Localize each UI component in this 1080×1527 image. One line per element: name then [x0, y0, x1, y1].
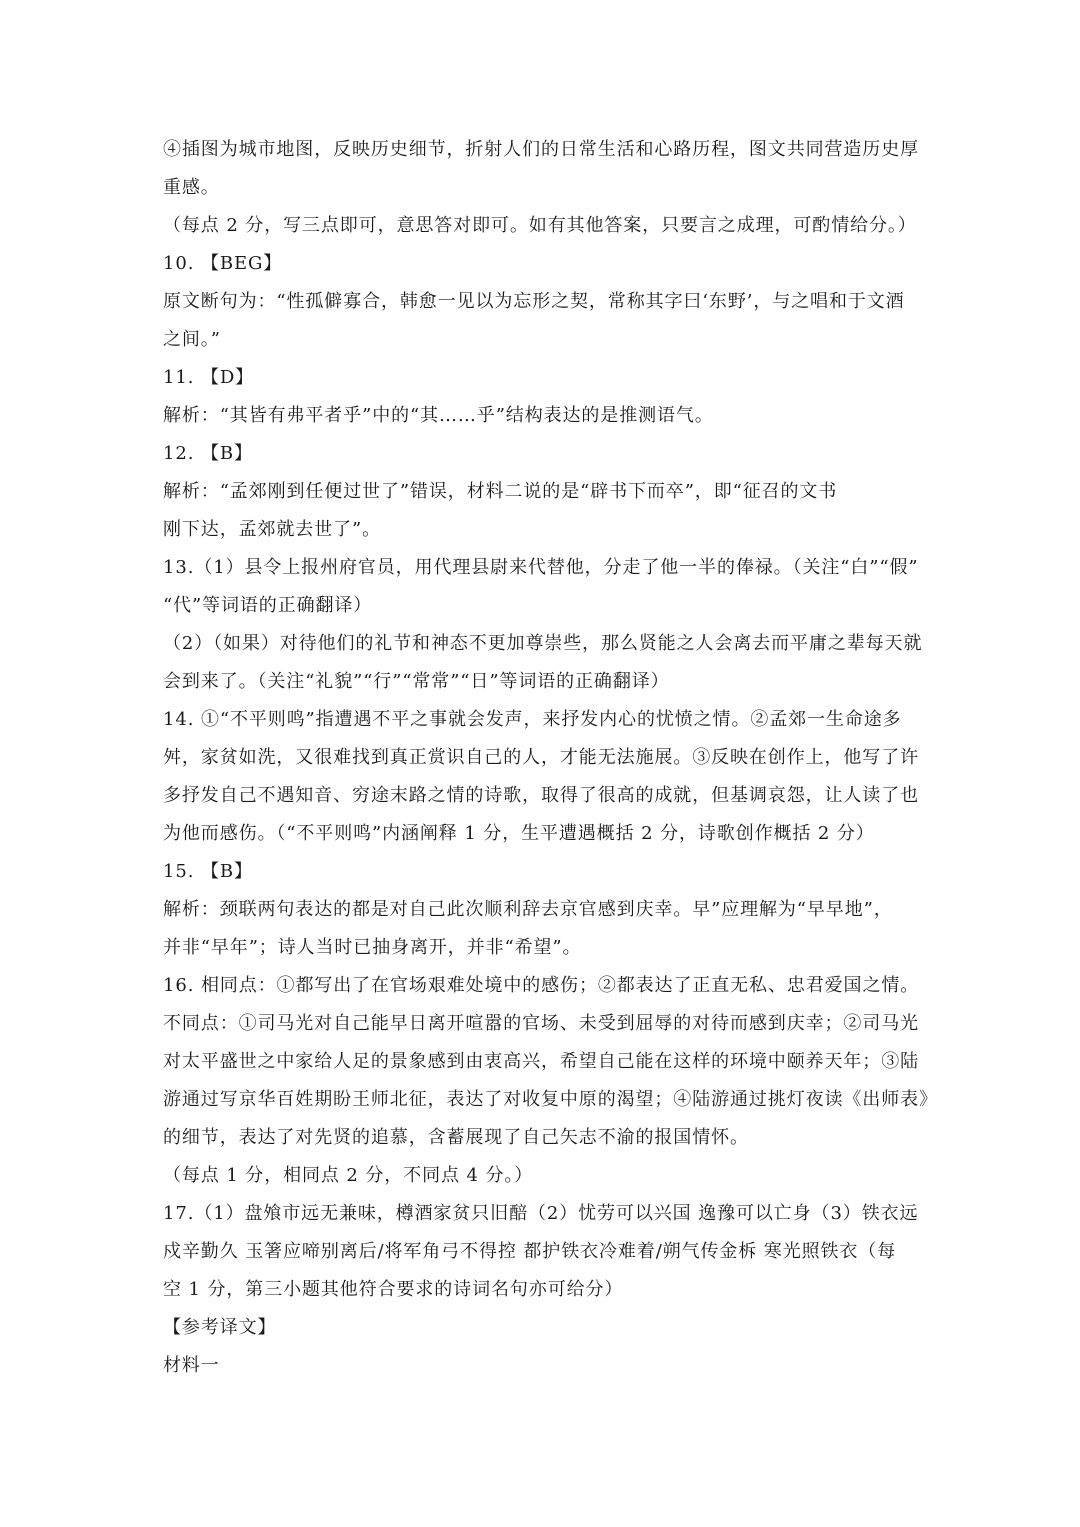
text-line: 17.（1）盘飧市远无兼味，樽酒家贫只旧醅（2）忧劳可以兴国 逸豫可以亡身（3）铁衣远 — [163, 1203, 919, 1224]
text-line: 并非“早年”；诗人当时已抽身离开，并非“希望”。 — [163, 937, 582, 958]
text-line: 对太平盛世之中家给人足的景象感到由衷高兴，希望自己能在这样的环境中颐养天年；③陆 — [163, 1051, 919, 1072]
question-number: 10. 【BEG】 — [163, 253, 283, 274]
text-line: 戍辛勤久 玉箸应啼别离后/将军角弓不得控 都护铁衣冷难着/朔气传金柝 寒光照铁衣（每 — [163, 1241, 897, 1262]
text-line: 之间。” — [163, 329, 221, 350]
section-heading: 【参考译文】 — [163, 1317, 277, 1338]
text-line: 会到来了。（关注“礼貌”“行”“常常”“日”等词语的正确翻译） — [163, 671, 670, 692]
text-line: 为他而感伤。（“不平则鸣”内涵阐释 1 分，生平遭遇概括 2 分，诗歌创作概括 2 分） — [163, 823, 875, 844]
text-line: 不同点：①司马光对自己能早日离开喧嚣的官场、未受到屈辱的对待而感到庆幸；②司马光 — [163, 1013, 919, 1034]
text-line: “代”等词语的正确翻译） — [163, 595, 373, 616]
section-subheading: 材料一 — [163, 1355, 220, 1376]
text-line: 重感。 — [163, 177, 220, 198]
text-line: ④插图为城市地图，反映历史细节，折射人们的日常生活和心路历程，图文共同营造历史厚 — [163, 139, 919, 160]
text-line: 舛，家贫如洗，又很难找到真正赏识自己的人，才能无法施展。③反映在创作上，他写了许 — [163, 747, 919, 768]
text-line: 的细节，表达了对先贤的追慕，含蓄展现了自己矢志不渝的报国情怀。 — [163, 1127, 749, 1148]
text-line: 多抒发自己不遇知音、穷途末路之情的诗歌，取得了很高的成就，但基调哀怨，让人读了也 — [163, 785, 919, 806]
text-line: （2）（如果）对待他们的礼节和神态不更加尊崇些，那么贤能之人会离去而平庸之辈每天就 — [163, 633, 923, 654]
text-line: 14. ①“不平则鸣”指遭遇不平之事就会发声，来抒发内心的忧愤之情。②孟郊一生命途多 — [163, 709, 902, 730]
text-line: 刚下达，孟郊就去世了”。 — [163, 519, 382, 540]
text-line: 空 1 分，第三小题其他符合要求的诗词名句亦可给分） — [163, 1279, 624, 1300]
question-number: 15. 【B】 — [163, 861, 253, 882]
text-line: 游通过写京华百姓期盼王师北征，表达了对收复中原的渴望；④陆游通过挑灯夜读《出师表》 — [163, 1089, 938, 1110]
text-line: 原文断句为：“性孤僻寡合，韩愈一见以为忘形之契，常称其字曰‘东野’，与之唱和于文酒 — [163, 291, 905, 312]
text-line: 解析：“孟郊刚到任便过世了”错误，材料二说的是“辟书下而卒”，即“征召的文书 — [163, 481, 838, 502]
text-line: 解析：颈联两句表达的都是对自己此次顺利辞去京官感到庆幸。早”应理解为“早早地”， — [163, 899, 893, 920]
text-line: 解析：“其皆有弗平者乎”中的“其……乎”结构表达的是推测语气。 — [163, 405, 714, 426]
text-line: 16. 相同点：①都写出了在官场艰难处境中的感伤；②都表达了正直无私、忠君爱国之情。 — [163, 975, 920, 996]
question-number: 12. 【B】 — [163, 443, 253, 464]
answer-key-page — [163, 131, 938, 1385]
text-line: 13.（1）县令上报州府官员，用代理县尉来代替他，分走了他一半的俸禄。（关注“白”“假” — [163, 557, 919, 578]
text-line: （每点 1 分，相同点 2 分，不同点 4 分。） — [163, 1165, 534, 1186]
text-line: （每点 2 分，写三点即可，意思答对即可。如有其他答案，只要言之成理，可酌情给分。） — [163, 215, 917, 236]
question-number: 11. 【D】 — [163, 367, 255, 388]
